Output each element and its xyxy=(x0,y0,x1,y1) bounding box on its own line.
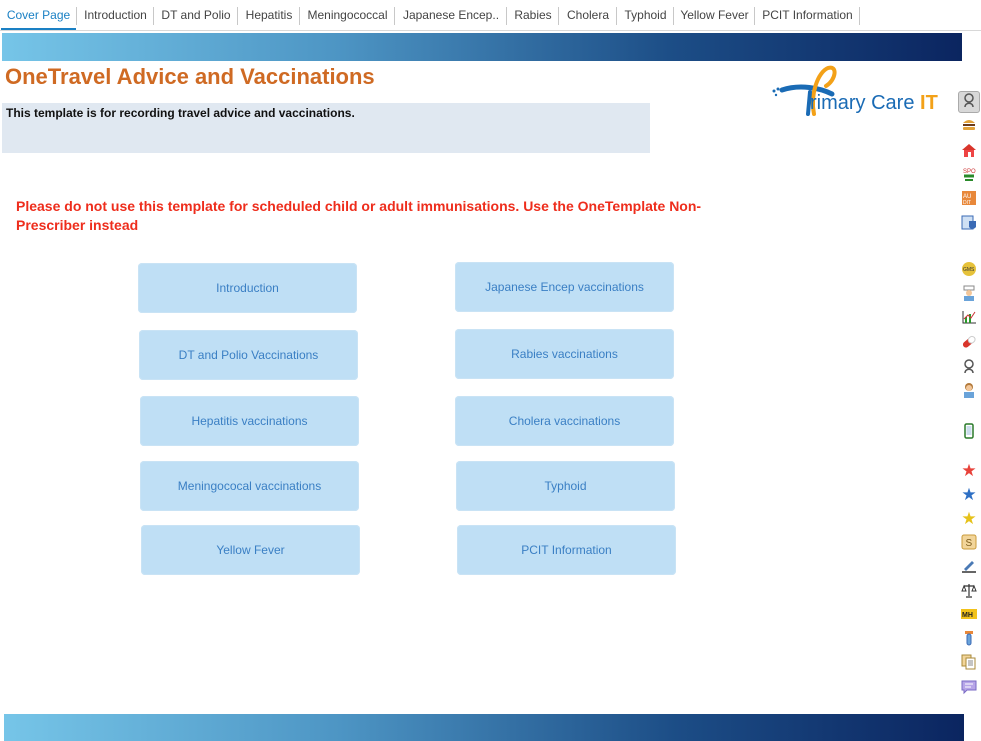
tab-label: Rabies xyxy=(514,8,552,22)
tab-label: Cover Page xyxy=(6,8,71,22)
introduction-button[interactable]: Introduction xyxy=(138,263,357,313)
logo-text xyxy=(810,92,938,115)
hepatitis-button[interactable]: Hepatitis vaccinations xyxy=(140,396,359,446)
svg-text:MH: MH xyxy=(962,612,973,619)
cholera-button[interactable]: Cholera vaccinations xyxy=(455,396,674,446)
tab-label: Introduction xyxy=(84,8,147,22)
bottom-banner xyxy=(4,714,964,741)
tab-cover-page[interactable] xyxy=(0,4,77,26)
yellow-fever-button[interactable]: Yellow Fever xyxy=(141,525,360,575)
typhoid-button[interactable]: Typhoid xyxy=(456,461,675,511)
svg-text:SPO: SPO xyxy=(963,169,976,175)
red-star-icon[interactable]: ★ xyxy=(961,461,977,480)
logo-text-accent: IT xyxy=(920,92,938,114)
tab-label: Hepatitis xyxy=(245,8,293,22)
chart-icon[interactable] xyxy=(960,309,978,327)
mh-icon[interactable] xyxy=(960,606,978,624)
tab-label: DT and Polio xyxy=(161,8,231,22)
tab-pcit-information[interactable] xyxy=(755,4,860,26)
meningococcal-button[interactable]: Meningococal vaccinations xyxy=(140,461,359,511)
top-banner xyxy=(2,33,962,61)
tab-rabies[interactable] xyxy=(507,4,559,26)
logo-text-main: rimary Care xyxy=(810,92,921,114)
gms-icon[interactable] xyxy=(960,261,978,279)
page-title: OneTravel Advice and Vaccinations xyxy=(5,64,375,89)
s-icon[interactable] xyxy=(960,534,978,552)
japanese-encep-button[interactable]: Japanese Encep vaccinations xyxy=(455,262,674,312)
chat-icon[interactable] xyxy=(960,679,978,697)
rabies-button[interactable]: Rabies vaccinations xyxy=(455,329,674,379)
documents-icon[interactable] xyxy=(960,654,978,672)
right-toolbar xyxy=(957,89,981,701)
nurse-icon[interactable] xyxy=(960,285,978,303)
info-text: This template is for recording travel advice and vaccinations. xyxy=(6,106,355,120)
tab-label: Cholera xyxy=(566,8,610,22)
tab-bar xyxy=(0,0,981,31)
scales-icon[interactable] xyxy=(960,582,978,600)
yellow-star-icon[interactable]: ★ xyxy=(961,509,977,528)
burger-icon[interactable] xyxy=(960,117,978,135)
info-panel xyxy=(2,103,650,153)
phone-icon[interactable] xyxy=(960,423,978,441)
patient-icon[interactable] xyxy=(958,91,980,113)
tab-label: Meningococcal xyxy=(307,8,388,22)
active-tab-indicator xyxy=(1,28,76,30)
blue-star-icon[interactable]: ★ xyxy=(961,485,977,504)
tab-hepatitis[interactable] xyxy=(238,4,300,26)
tab-label: Japanese Encep.. xyxy=(402,8,500,22)
stop-smoking-icon[interactable] xyxy=(960,166,978,184)
test-tube-icon[interactable] xyxy=(960,630,978,648)
doctor-icon[interactable] xyxy=(960,382,978,400)
pill-icon[interactable] xyxy=(960,334,978,352)
alcohol-icon[interactable] xyxy=(960,190,978,208)
tab-yellow-fever[interactable] xyxy=(674,4,755,26)
primary-care-it-logo xyxy=(770,64,950,120)
svg-text:GMS: GMS xyxy=(963,267,975,273)
patient-2-icon[interactable] xyxy=(960,358,978,376)
svg-text:S: S xyxy=(965,538,973,549)
pcit-information-button[interactable]: PCIT Information xyxy=(457,525,676,575)
tab-label: Typhoid xyxy=(624,8,667,22)
svg-text:AU: AU xyxy=(963,194,972,200)
tab-japanese-encep[interactable] xyxy=(395,4,507,26)
warning-message: Please do not use this template for scheduled child or adult immunisations. Use the OneTemplate Non-Prescriber instead xyxy=(16,198,702,233)
dt-and-polio-button[interactable]: DT and Polio Vaccinations xyxy=(139,330,358,380)
pencil-icon[interactable] xyxy=(960,558,978,576)
tab-introduction[interactable] xyxy=(77,4,154,26)
tab-meningococcal[interactable] xyxy=(300,4,395,26)
tab-cholera[interactable] xyxy=(559,4,617,26)
tab-dt-and-polio[interactable] xyxy=(154,4,238,26)
tab-label: PCIT Information xyxy=(762,8,853,22)
tab-typhoid[interactable] xyxy=(617,4,674,26)
tab-label: Yellow Fever xyxy=(680,8,749,22)
svg-text:DIT: DIT xyxy=(963,200,972,206)
shield-icon[interactable] xyxy=(960,215,978,233)
home-icon[interactable] xyxy=(960,142,978,160)
